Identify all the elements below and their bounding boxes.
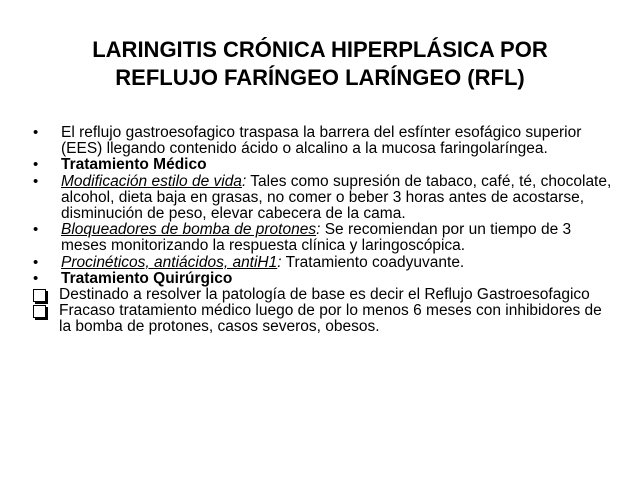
item-term-separator: : (316, 221, 321, 239)
title-line-2: REFLUJO FARÍNGEO LARÍNGEO (RFL) (115, 65, 525, 90)
bullet-dot-icon: • (33, 269, 39, 287)
item-text: Tales como supresión de tabaco, café, té, chocolate, alcohol, dieta baja en grasas, no comer o beber 3 horas antes de acostarse, disminución de peso, elevar cabecera de la cama. (61, 172, 612, 223)
list-item-tratamiento-quirurgico (32, 271, 612, 287)
item-term-separator: : (277, 253, 282, 271)
slide-title (40, 36, 600, 92)
section-heading-medico: Tratamiento Médico (61, 156, 207, 174)
bullet-dot-icon: • (33, 221, 39, 239)
item-text: Se recomiendan por un tiempo de 3 meses monitorizando la respuesta clínica y laringoscópica. (61, 221, 572, 255)
section-heading-quirurgico: Tratamiento Quirúrgico (61, 269, 233, 287)
item-term: Modificación estilo de vida (61, 172, 242, 190)
item-text: Fracaso tratamiento médico luego de por lo menos 6 meses con inhibidores de la bomba de protones, casos severos, obesos. (59, 302, 602, 336)
bullet-dot-icon: • (33, 156, 39, 174)
item-text: Tratamiento coadyuvante. (281, 253, 465, 271)
item-term: Bloqueadores de bomba de protones (61, 221, 317, 239)
bullet-dot-icon: • (33, 172, 39, 190)
bullet-dot-icon: • (33, 253, 39, 271)
list-item-tratamiento-medico (32, 157, 612, 173)
list-item-bloqueadores (32, 222, 612, 254)
item-term-separator: : (241, 172, 247, 190)
item-term: Procinéticos, antiácidos, antiH1 (61, 253, 278, 271)
checkbox-bullet-icon (33, 289, 46, 302)
list-item-procineticos (32, 255, 612, 271)
checkbox-bullet-icon (33, 305, 46, 318)
item-text: Destinado a resolver la patología de base es decir el Reflujo Gastroesofagico (59, 286, 590, 304)
list-item-estilo-de-vida (32, 174, 612, 223)
bullet-dot-icon: • (33, 124, 39, 141)
checkbox-item-reflujo (32, 287, 612, 303)
slide-body (32, 125, 612, 336)
item-text: El reflujo gastroesofagico traspasa la barrera del esfínter esofágico superior (EES) llegando contenido ácido o alcalino a la mucosa faringolaríngea. (61, 124, 582, 158)
title-line-1: LARINGITIS CRÓNICA HIPERPLÁSICA POR (92, 37, 548, 62)
checkbox-item-fracaso (32, 303, 612, 335)
list-item-reflujo (32, 125, 612, 157)
